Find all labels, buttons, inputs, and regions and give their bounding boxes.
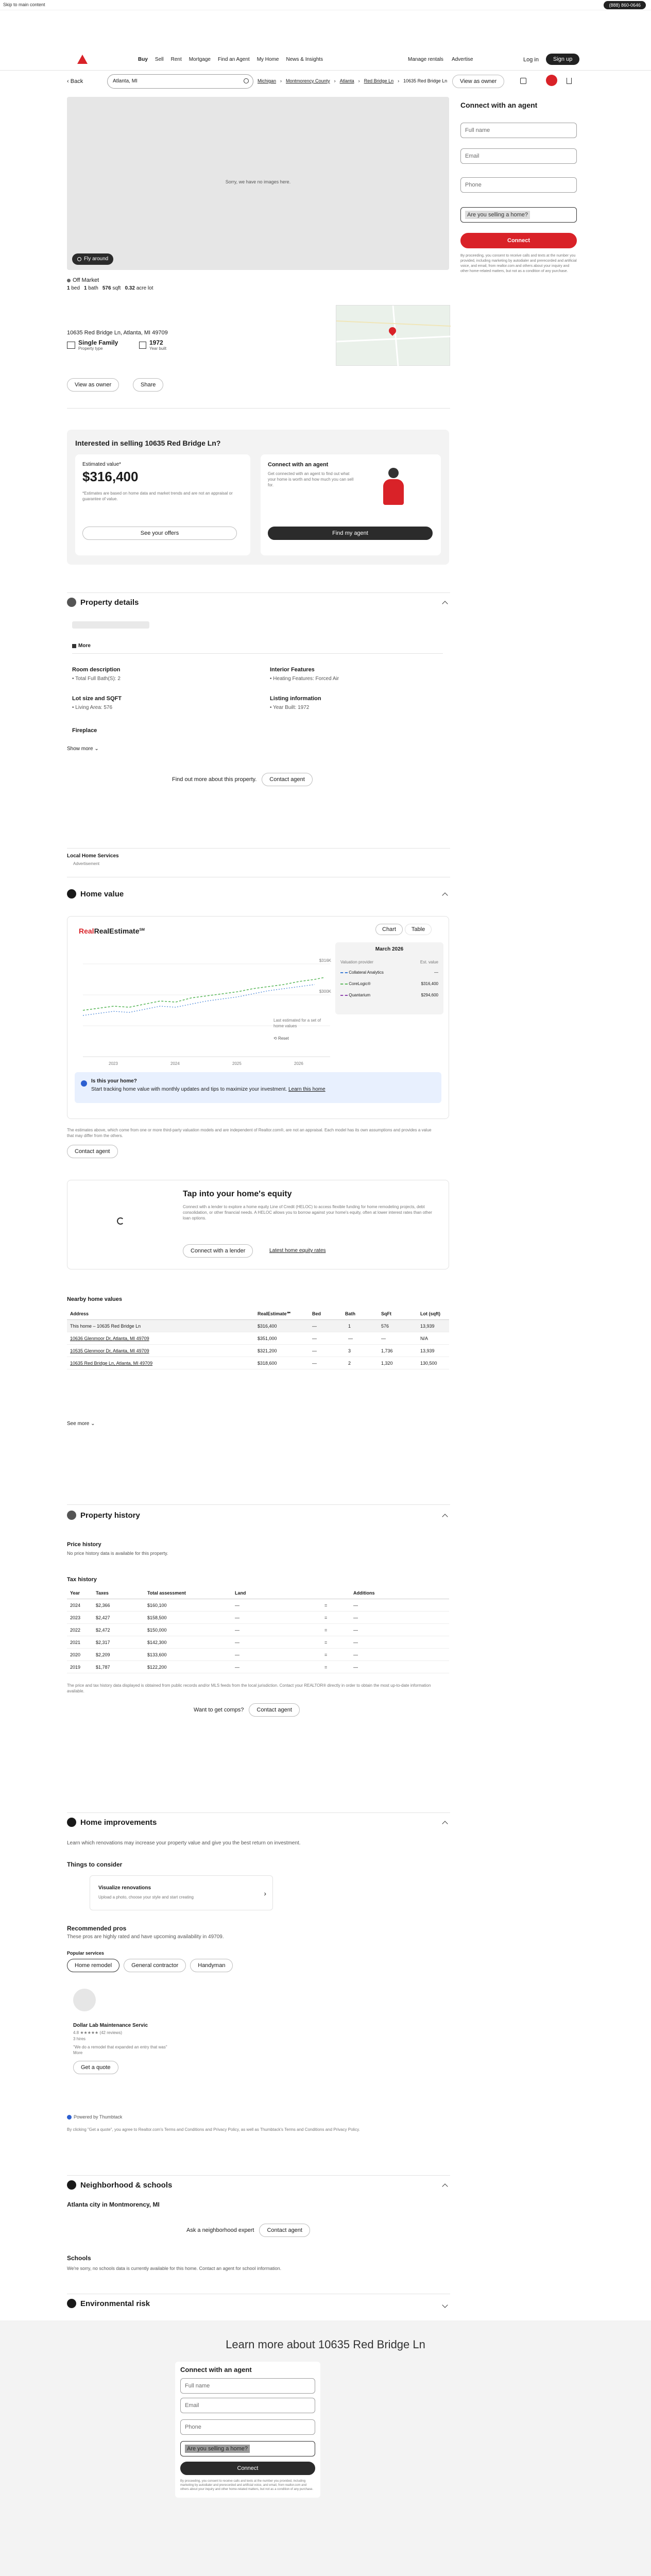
equity-card: [67, 1180, 449, 1269]
legend-swatch: [340, 972, 348, 973]
phone-field[interactable]: Phone: [460, 177, 577, 193]
x-label-3: 2026: [294, 1061, 303, 1066]
neighborhood-title[interactable]: Neighborhood & schools: [67, 2180, 172, 2190]
signup-button[interactable]: Sign up: [546, 54, 579, 65]
improvements-terms: By clicking "Get a quote", you agree to Realtor.com's Terms and Conditions and Privacy Policy, as well as Thumbtack's Terms and Conditions and Privacy Policy.: [67, 2127, 360, 2132]
learn-connect-button[interactable]: Connect: [180, 2462, 315, 2475]
chart-note: Last estimated for a set of home values: [273, 1018, 321, 1028]
breadcrumb-row: [67, 74, 582, 90]
search-value: Atlanta, MI: [113, 78, 138, 84]
table-row: 2022 $2,472 $150,000 — = —: [67, 1624, 449, 1636]
is-this-your-home: Is this your home?: [91, 1078, 137, 1084]
agent-illustration: [378, 468, 409, 508]
year-built: 1972 Year built: [139, 339, 166, 351]
legend-row-1[interactable]: CoreLogic® $316,400: [340, 981, 438, 986]
nav-find-agent[interactable]: Find an Agent: [217, 57, 250, 62]
legend-row-0[interactable]: Collateral Analytics —: [340, 970, 438, 975]
crumb-street[interactable]: Red Bridge Ln: [364, 78, 394, 83]
table-row: 2019 $1,787 $122,200 — = —: [67, 1661, 449, 1673]
contact-agent-button-1[interactable]: Contact agent: [262, 773, 313, 786]
address: 10635 Red Bridge Ln, Atlanta, MI 49709: [67, 330, 168, 336]
collapse-chevron-icon[interactable]: [442, 601, 448, 606]
selling-title: Interested in selling 10635 Red Bridge Ln?: [75, 439, 221, 447]
table-row[interactable]: 10635 Red Bridge Ln, Atlanta, MI 49709 $318,600 — 2 1,320 130,500: [67, 1357, 449, 1369]
home-value-title[interactable]: Home value: [67, 889, 124, 899]
selling-label: Are you selling a home?: [465, 211, 530, 219]
recommended-pros: Recommended pros: [67, 1925, 127, 1932]
email-field[interactable]: Email: [460, 148, 577, 164]
thumbtack-icon: [67, 2115, 72, 2120]
legend-swatch: [340, 984, 348, 985]
no-image-text: Sorry, we have no images here.: [225, 179, 291, 184]
neighborhood-city: Atlanta city in Montmorency, MI: [67, 2201, 160, 2208]
search-input[interactable]: [107, 74, 253, 89]
learn-more-title: Learn more about 10635 Red Bridge Ln: [226, 2338, 425, 2351]
learn-form-title: Connect with an agent: [180, 2366, 252, 2374]
tax-history-title: Tax history: [67, 1577, 97, 1583]
view-as-owner-button[interactable]: View as owner: [452, 75, 504, 88]
table-row[interactable]: This home – 10635 Red Bridge Ln $316,400 — 1 576 13,939: [67, 1320, 449, 1332]
table-header: Address RealEstimate℠ Bed Bath SqFt Lot (sqft): [67, 1308, 449, 1320]
learn-full-name-field[interactable]: Full name: [180, 2378, 315, 2394]
map-roads: [336, 306, 451, 366]
y-label-top: $316K: [319, 958, 331, 963]
learn-email-field[interactable]: Email: [180, 2398, 315, 2413]
nav-mortgage[interactable]: Mortgage: [189, 57, 211, 62]
share-button[interactable]: Share: [133, 378, 163, 392]
crumb-state[interactable]: Michigan: [258, 78, 277, 83]
pro-avatar: [73, 1989, 96, 2011]
manage-rentals-link[interactable]: Manage rentals: [408, 57, 443, 62]
search-icon[interactable]: [244, 78, 249, 83]
house-icon: [67, 342, 75, 349]
lead-form-title: Connect with an agent: [460, 101, 538, 109]
header: [0, 52, 651, 70]
est-note: *Estimates are based on home data and market trends and are not an appraisal or guarantee of value.: [82, 491, 233, 501]
collapse-chevron-icon-4[interactable]: [442, 1821, 448, 1826]
login-button[interactable]: Log in: [523, 57, 539, 63]
table-row: 2020 $2,209 $133,600 — = —: [67, 1649, 449, 1661]
breadcrumb: Michigan › Montmorency County › Atlanta › Red Bridge Ln › 10635 Red Bridge Ln: [258, 78, 448, 83]
x-label-2: 2025: [232, 1061, 242, 1066]
property-history-title[interactable]: Property history: [67, 1511, 140, 1520]
environmental-risk-title[interactable]: Environmental risk: [67, 2299, 150, 2308]
chart-reset[interactable]: ⟲ Reset: [273, 1036, 289, 1041]
back-button[interactable]: ‹ Back: [67, 78, 83, 84]
valuation-legend: March 2026 Valuation provider Est. value Collateral Analytics — CoreLogic® $316,400 Quantarium $294,600: [335, 942, 443, 1014]
popular-services: Popular services: [67, 1951, 105, 1956]
tax-note: The price and tax history data displayed is obtained from public records and/or MLS feeds from the local jurisdiction. Contact your REALTOR® directly in order to obtain the most up-to-date information available.: [67, 1683, 431, 1693]
connect-lender-button[interactable]: Connect with a lender: [183, 1244, 253, 1258]
collapse-chevron-icon-5[interactable]: [442, 2183, 448, 2189]
advertisement-label: Advertisement: [73, 861, 100, 866]
learn-selling-checkbox[interactable]: [180, 2441, 315, 2456]
lot-size: Lot size and SQFT • Living Area: 576: [72, 696, 122, 710]
room-description: Room description • Total Full Bath(S): 2: [72, 667, 121, 682]
est-value: $316,400: [82, 469, 139, 484]
logo[interactable]: [77, 55, 88, 64]
crumb-address: 10635 Red Bridge Ln: [403, 78, 448, 83]
find-out-row: Find out more about this property. Contact agent: [172, 773, 313, 786]
equity-rates-link[interactable]: Latest home equity rates: [269, 1248, 326, 1253]
header-right: [408, 57, 473, 62]
calendar-icon: [139, 342, 146, 349]
estimate-card: [75, 454, 250, 555]
advertise-link[interactable]: Advertise: [451, 57, 473, 62]
chip-general-contractor[interactable]: General contractor: [124, 1959, 186, 1972]
powered-by: Powered by Thumbtack: [67, 2114, 122, 2120]
dollar-icon: [67, 889, 76, 899]
learn-phone-field[interactable]: Phone: [180, 2419, 315, 2435]
home-value-chart: [78, 943, 335, 1067]
nav-sell[interactable]: Sell: [155, 57, 164, 62]
see-offers-button[interactable]: See your offers: [82, 527, 237, 540]
find-my-agent-button[interactable]: Find my agent: [268, 527, 433, 540]
school-icon: [67, 2180, 76, 2190]
view-as-owner-button-2[interactable]: View as owner: [67, 378, 119, 392]
lead-disclaimer: By proceeding, you consent to receive calls and texts at the number you provided, including marketing by autodialer and prerecorded and artificial voice, and email, from realtor.com and others about your inquiry and other home-related matters, but not as a condition of any purchase.: [460, 254, 577, 273]
top-bar: [0, 0, 651, 10]
connect-button[interactable]: Connect: [460, 233, 577, 248]
y-label-mid: $300K: [319, 989, 331, 994]
skip-link[interactable]: Skip to main content: [3, 2, 45, 7]
things-to-consider: Things to consider: [67, 1861, 123, 1868]
contact-agent-button-4[interactable]: Contact agent: [259, 2224, 310, 2237]
table-header: Year Taxes Total assessment Land Additions: [67, 1587, 449, 1599]
nav-buy[interactable]: Buy: [138, 57, 148, 62]
table-row[interactable]: 10535 Glenmoor Dr, Atlanta, MI 49709 $321,200 — 3 1,736 13,939: [67, 1345, 449, 1357]
nav-news[interactable]: News & Insights: [286, 57, 323, 62]
x-label-1: 2024: [170, 1061, 180, 1066]
legend-row-2[interactable]: Quantarium $294,600: [340, 993, 438, 997]
listing-summary: [67, 277, 335, 396]
chip-handyman[interactable]: Handyman: [190, 1959, 233, 1972]
share-icon[interactable]: [567, 78, 572, 84]
collapse-chevron-icon-6[interactable]: [442, 2302, 448, 2308]
crumb-city[interactable]: Atlanta: [339, 78, 354, 83]
series-line-1: [83, 977, 325, 1010]
learn-disclaimer: By proceeding, you consent to receive calls and texts at the number you provided, including marketing by autodialer and prerecorded and artificial voice, and email, from realtor.com and others about your inquiry and other home-related matters, but not as a condition of any purchase.: [180, 2480, 314, 2491]
fly-around-button[interactable]: Fly around: [72, 253, 113, 265]
document-icon: [67, 598, 76, 607]
agent-card: [261, 454, 441, 555]
home-value-disclaimer: The estimates above, which come from one or more third-party valuation models and are independent of Realtor.com®, are not an appraisal. Each model has its own assumptions and provides a value that may differ from the others.: [67, 1128, 432, 1138]
schools-title: Schools: [67, 2255, 91, 2262]
tax-table: [67, 1587, 449, 1677]
table-row: 2024 $2,366 $160,100 — = —: [67, 1599, 449, 1612]
agent-card-title: Connect with an agent: [268, 462, 329, 468]
info-circle-icon: [81, 1080, 87, 1087]
learn-selling-label: Are you selling a home?: [185, 2445, 250, 2453]
facts-line: 1 bed 1 bath 576 sqft 0.32 acre lot: [67, 285, 153, 291]
collapse-chevron-icon-2[interactable]: [442, 892, 448, 898]
property-type: Single Family Property type: [67, 339, 118, 351]
series-line-2: [83, 985, 315, 1015]
ask-expert-row: Ask a neighborhood expert Contact agent: [186, 2224, 310, 2237]
details-more[interactable]: More: [72, 643, 91, 649]
interior-features: Interior Features • Heating Features: Forced Air: [270, 667, 339, 682]
visualize-card[interactable]: Visualize renovations Upload a photo, choose your style and start creating ›: [90, 1875, 273, 1910]
get-quote-button[interactable]: Get a quote: [73, 2061, 118, 2074]
contact-agent-button-3[interactable]: Contact agent: [249, 1703, 300, 1717]
table-row: 2021 $2,317 $142,300 — = —: [67, 1636, 449, 1649]
equity-text: Connect with a lender to explore a home equity Line of Credit (HELOC) to access flexible funding for home remodeling projects, debt consolidation, or other financial needs. A HELOC allows you to borrow against your home's equity, often at lower interest rates than other loan options.: [183, 1205, 432, 1221]
status-badge: Off Market: [67, 277, 335, 283]
leaf-icon: [67, 2299, 76, 2308]
spinner-icon: [117, 1217, 124, 1225]
fireplace: Fireplace: [72, 727, 97, 734]
info-icon: [72, 644, 76, 648]
chart-tabs: [375, 924, 432, 935]
realestimate-brand: RealRealEstimate℠: [79, 927, 145, 935]
table-row: 2023 $2,427 $158,500 — = —: [67, 1612, 449, 1624]
est-label: Estimated value*: [82, 462, 122, 467]
drone-icon: [77, 257, 81, 261]
equity-title: Tap into your home's equity: [183, 1190, 292, 1198]
pros-sub: These pros are highly rated and have upcoming availability in 49709.: [67, 1934, 224, 1940]
nav-rent[interactable]: Rent: [170, 57, 182, 62]
chevron-down-icon: ⌄: [91, 1421, 95, 1427]
home-improvements-title[interactable]: Home improvements: [67, 1818, 157, 1827]
local-services-title: Local Home Services: [67, 853, 119, 859]
crumb-county[interactable]: Montmorency County: [286, 78, 330, 83]
history-icon: [67, 1511, 76, 1520]
map-thumbnail[interactable]: [336, 305, 450, 366]
pro-card: Dollar Lab Maintenance Servic 4.8 ★★★★★ (42 reviews) 3 hires "We do a remodel that expanded an entry that was" More Get a quote: [67, 1984, 221, 2097]
schools-note: We're sorry, no schools data is currently available for this home. Contact an agent for school information.: [67, 2266, 282, 2271]
edit-icon[interactable]: [520, 78, 526, 84]
nearby-title: Nearby home values: [67, 1296, 122, 1302]
service-chips: [67, 1959, 233, 1972]
phone-pill[interactable]: (888) 860-0646: [604, 1, 646, 9]
realestimate-card: [67, 916, 449, 1119]
full-name-field[interactable]: Full name: [460, 123, 577, 138]
legend-swatch: [340, 995, 348, 996]
learn-more-section: [0, 2320, 651, 2576]
property-details-title[interactable]: Property details: [67, 598, 139, 607]
show-more-button[interactable]: Show more ⌄: [67, 746, 99, 752]
photo-gallery[interactable]: [67, 97, 449, 270]
hammer-icon: [67, 1818, 76, 1827]
nav-top: [138, 57, 323, 62]
track-link[interactable]: Learn this home: [288, 1087, 326, 1092]
agent-card-text: Get connected with an agent to find out what your home is worth and how much you can sell for.: [268, 471, 354, 487]
comps-row: Want to get comps? Contact agent: [194, 1703, 300, 1717]
lead-form: [460, 101, 577, 286]
selling-card: [67, 430, 449, 565]
collapse-chevron-icon-3[interactable]: [442, 1514, 448, 1519]
tab-table[interactable]: Table: [405, 924, 432, 935]
status-dot-icon: [67, 279, 71, 282]
chevron-right-icon: ›: [264, 1889, 266, 1897]
table-row[interactable]: 10636 Glenmoor Dr, Atlanta, MI 49709 $351,000 — — — N/A: [67, 1332, 449, 1345]
chevron-down-icon: ⌄: [94, 746, 99, 752]
contact-agent-button-2[interactable]: Contact agent: [67, 1145, 118, 1158]
improvements-sub: Learn which renovations may increase your property value and give you the best return on investment.: [67, 1840, 301, 1846]
see-more-button[interactable]: See more ⌄: [67, 1421, 95, 1427]
learn-more-form: [175, 2362, 320, 2498]
price-history-note: No price history data is available for this property.: [67, 1551, 168, 1556]
heart-icon[interactable]: [546, 75, 557, 86]
listing-information: Listing information • Year Built: 1972: [270, 696, 321, 710]
tab-chart[interactable]: Chart: [375, 924, 403, 935]
nearby-table: [67, 1308, 449, 1375]
selling-checkbox[interactable]: [460, 207, 577, 223]
price-history-title: Price history: [67, 1541, 101, 1548]
details-placeholder: [72, 621, 149, 629]
nav-my-home[interactable]: My Home: [256, 57, 279, 62]
chip-home-remodel[interactable]: Home remodel: [67, 1959, 119, 1972]
track-banner: Is this your home? Start tracking home value with monthly updates and tips to maximize your investment. Learn this home: [75, 1072, 441, 1103]
x-label-0: 2023: [109, 1061, 118, 1066]
